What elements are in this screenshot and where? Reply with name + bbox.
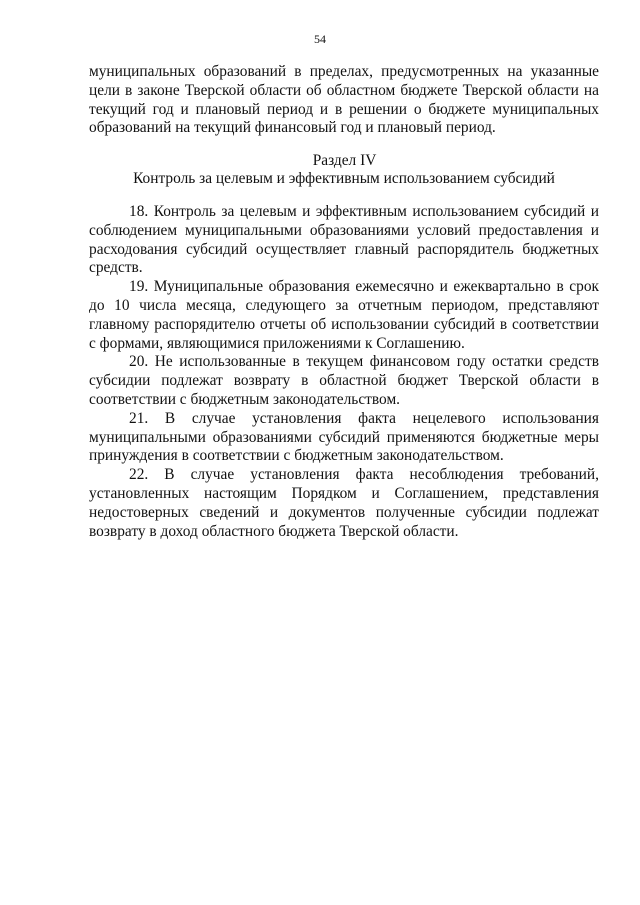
section-title: Контроль за целевым и эффективным использованием субсидий [133, 170, 555, 187]
paragraph-21: 21. В случае установления факта нецелевого использования муниципальными образованиями субсидий применяются бюджетные меры принуждения в соответствии с бюджетным законодательством. [89, 409, 599, 465]
paragraph-20: 20. Не использованные в текущем финансовом году остатки средств субсидии подлежат возврату в областной бюджет Тверской области в соответствии с бюджетным законодательством. [89, 353, 599, 408]
paragraph-list [89, 203, 599, 541]
paragraph-18: 18. Контроль за целевым и эффективным использованием субсидий и соблюдением муниципальными образованиями условий предоставления и расходования субсидий осуществляет главный распорядитель бюджетных средств. [89, 203, 599, 277]
paragraph-22: 22. В случае установления факта несоблюдения требований, установленных настоящим Порядком и Соглашением, представления недостоверных сведений и документов полученные субсидии подлежат возврату в доход областного бюджета Тверской области. [89, 466, 599, 540]
continuation-paragraph: муниципальных образований в пределах, предусмотренных на указанные цели в законе Тверской области об областном бюджете Тверской области на текущий год и плановый период и в решении о бюджете муниципальных образований на текущий финансовый год и плановый период. [89, 63, 599, 137]
paragraph-19: 19. Муниципальные образования ежемесячно и ежеквартально в срок до 10 числа месяца, следующего за отчетным периодом, представляют главному распорядителю отчеты об использовании субсидий в соответствии с формами, являющимися приложениями к Соглашению. [89, 278, 599, 352]
page-number: 54 [314, 32, 326, 46]
section-heading: Раздел IV [312, 152, 377, 169]
